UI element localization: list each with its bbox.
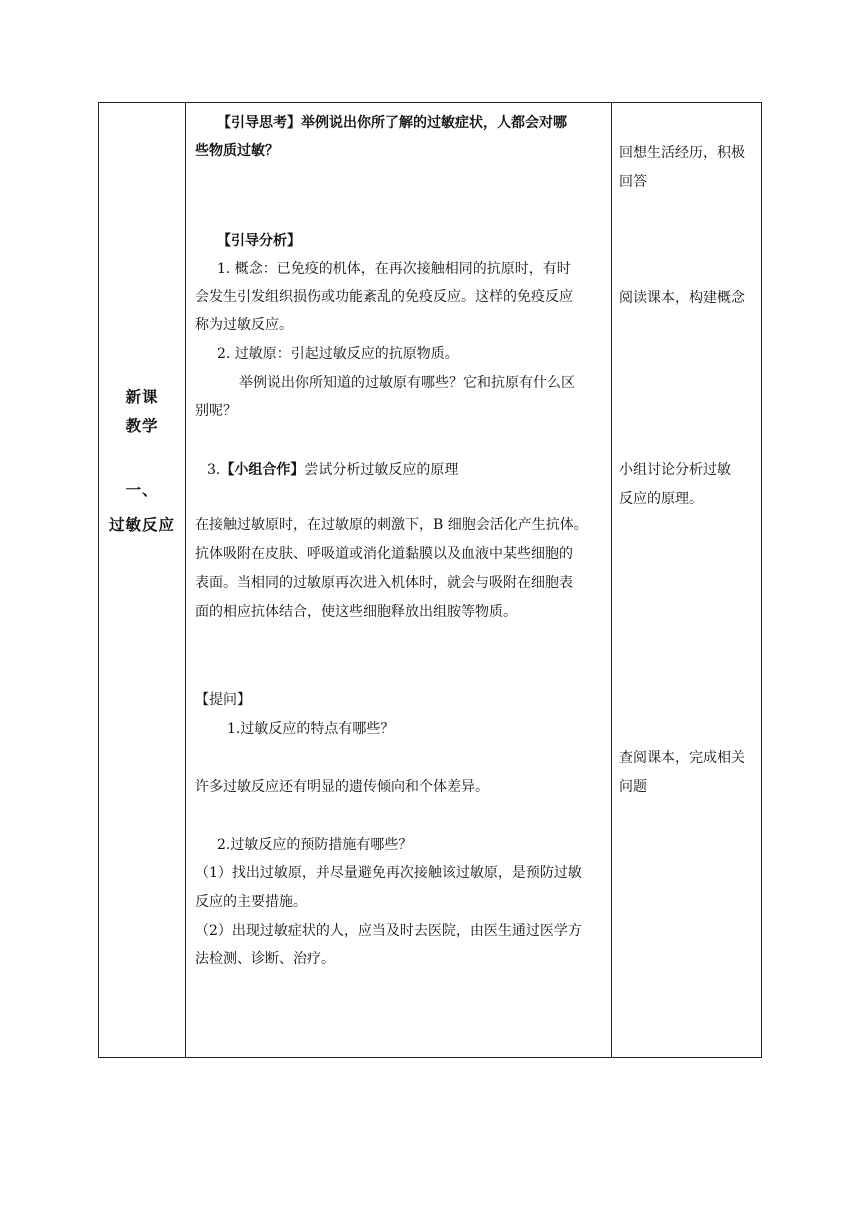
- guide-think-text: 举例说出你所了解的过敏症状，人都会对哪: [301, 115, 567, 131]
- ask-answer-2d: 法检测、诊断、治疗。: [195, 951, 335, 967]
- concept-text-3: 称为过敏反应。: [195, 317, 293, 333]
- ask-answer-1: 许多过敏反应还有明显的遗传倾向和个体差异。: [195, 779, 489, 795]
- section-label: 新课: [125, 388, 159, 406]
- lesson-table: [98, 102, 762, 1058]
- activity-1: 回想生活经历，积极: [619, 145, 745, 161]
- topic-number: 一、: [125, 481, 159, 499]
- ask-tag: 【提问】: [195, 692, 251, 708]
- group-tag: 【小组合作】: [220, 462, 305, 478]
- concept-text: 1. 概念：已免疫的机体，在再次接触相同的抗原时，有时: [217, 261, 571, 277]
- section-label-2: 教学: [125, 417, 159, 435]
- mechanism-text: 在接触过敏原时，在过敏原的刺激下，B 细胞会活化产生抗体。: [195, 517, 588, 533]
- group-line: [207, 456, 458, 484]
- topic-title: 过敏反应: [108, 516, 175, 534]
- activity-1b: 回答: [619, 174, 647, 190]
- teacher-activity-column: [185, 103, 611, 1057]
- mechanism-text-2: 抗体吸附在皮肤、呼吸道或消化道黏膜以及血液中某些细胞的: [195, 546, 573, 562]
- ask-question-1: 1.过敏反应的特点有哪些？: [227, 721, 395, 737]
- guide-think-tag: 【引导思考】: [217, 115, 301, 131]
- guide-think-text-2: 些物质过敏？: [195, 143, 279, 159]
- ask-answer-2b: 反应的主要措施。: [195, 894, 307, 910]
- ask-answer-2: （1）找出过敏原，并尽量避免再次接触该过敏原，是预防过敏: [195, 865, 582, 881]
- group-text: 尝试分析过敏反应的原理: [304, 462, 459, 478]
- group-prefix: 3.: [207, 462, 221, 478]
- ask-question-2: 2.过敏反应的预防措施有哪些？: [217, 837, 413, 853]
- activity-4: 查阅课本，完成相关: [619, 750, 745, 766]
- question-text-2: 别呢？: [195, 403, 237, 419]
- mechanism-text-4: 面的相应抗体结合，使这些细胞释放出组胺等物质。: [195, 604, 517, 620]
- activity-3b: 反应的原理。: [619, 491, 703, 507]
- activity-2: 阅读课本，构建概念: [619, 290, 745, 306]
- ask-answer-2c: （2）出现过敏症状的人，应当及时去医院，由医生通过医学方: [195, 923, 582, 939]
- guide-analysis-tag: 【引导分析】: [217, 233, 301, 249]
- activity-3: 小组讨论分析过敏: [619, 462, 731, 478]
- concept-text-2: 会发生引发组织损伤或功能紊乱的免疫反应。这样的免疫反应: [195, 289, 573, 305]
- question-text: 举例说出你所知道的过敏原有哪些？它和抗原有什么区: [239, 375, 575, 391]
- guide-think-line: [217, 109, 567, 137]
- activity-4b: 问题: [619, 779, 647, 795]
- allergen-text: 2. 过敏原：引起过敏反应的抗原物质。: [217, 346, 459, 362]
- stage-column: [99, 103, 185, 1057]
- mechanism-text-3: 表面。当相同的过敏原再次进入机体时，就会与吸附在细胞表: [195, 575, 573, 591]
- student-activity-column: [611, 103, 763, 1057]
